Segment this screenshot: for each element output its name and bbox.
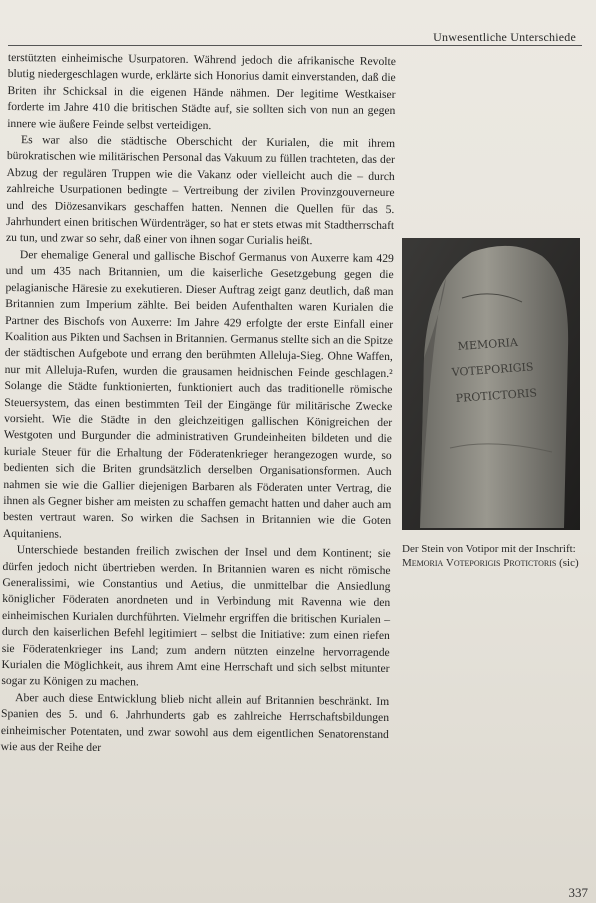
running-title: Unwesentliche Unterschiede: [433, 30, 576, 44]
page-number: 337: [568, 885, 588, 900]
votipor-stone-photo: [402, 238, 580, 530]
paragraph-4: Unterschiede bestanden freilich zwischen der Insel und dem Kontinent; sie dürfen jedoch nicht übertrieben werden. In Britannien waren es nicht römische Generalissimi, wie Constantius und Aetius, die unmittelbar die Ansiedlung königlicher Föderaten anordneten und in Verbindung mit Ravenna wie den einheimischen Kurialen durchführten. Vielmehr ergriffen die britischen Kurialen – durch den kaiserlichen Befehl legitimiert – selbst die Initiative: zum einen riefen sie Föderatenkrieger ins Land; zum andern nützten einzelne hervorragende Kurialen die Möglichkeit, aus ihrem Amt eine Herrschaft und sich selbst mitunter sogar zu Königen zu machen.: [1, 543, 391, 689]
inscription-line-3: PROTICTORIS: [455, 386, 538, 405]
paragraph-5: Aber auch diese Entwicklung blieb nicht allein auf Britannien beschränkt. Im Spanien des 5. und 6. Jahrhunderts gab es zahlreiche Herrschaftsbildungen einheimischer Potentaten, und zwar sowohl aus dem eigentlichen Senatorenstand wie aus der Reihe der: [0, 690, 390, 755]
paragraph-2: Es war also die städtische Oberschicht der Kurialen, die mit ihrem bürokratischen wie militärischen Personal das Vakuum zu füllen trachteten, das der Abzug der regulären Truppen wie die Vakanz oder vielleicht auch die – durch zahlreiche Usurpationen bedingte – Vertreibung der zivilen Provinzgouverneure und des Diözesanvikars geschaffen hatten. Nennen die Quellen für das 5. Jahrhundert einen britischen Würdenträger, so hat er stets etwas mit Stadtherrschaft zu tun, und zwar so sehr, daß einer von ihnen sogar Curialis heißt.: [5, 133, 396, 248]
figure-caption: [402, 542, 588, 570]
main-text-column: [1, 50, 396, 759]
caption-inscription: Memoria Voteporigis Protictoris: [402, 557, 557, 569]
paragraph-1: terstützten einheimische Usurpatoren. Während jedoch die afrikanische Revolte blutig niedergeschlagen wurde, erklärte sich Honorius damit einverstanden, daß die Briten ihr Schicksal in die eigenen Hände nähmen. Der legitime Westkaiser forderte im Jahre 410 die britischen Städte auf, sie sollten sich von nun an gegen innere wie äußere Feinde selbst verteidigen.: [7, 50, 396, 132]
header-rule: [8, 45, 582, 46]
inscription-line-1: MEMORIA: [457, 335, 519, 353]
caption-prefix: Der Stein von Votipor mit der Inschrift:: [402, 543, 576, 555]
inscription-line-2: VOTEPORIGIS: [451, 360, 534, 379]
caption-suffix: (sic): [556, 557, 579, 569]
paragraph-3: Der ehemalige General und gallische Bischof Germanus von Auxerre kam 429 und um 435 nach Britannien, um die kaiserliche Gesetzgebung gegen die pelagianische Häresie zu exekutieren. Dieser Auftrag zeigt ganz deutlich, daß man Britannien zum Imperium zählte. Bei beiden Aufenthalten waren Kurialen die Partner des Bischofs von Auxerre: Im Jahre 429 erfolgte der erste Einfall einer Koalition aus Pikten und Sachsen in Britannien. Germanus stellte sich an die Spitze der städtischen Aufgebote und errang den berühmten Alleluja-Sieg. Ohne Waffen, nur mit Alleluja-Rufen, wurden die grausamen heidnischen Feinde geschlagen.² Solange die Städte funktionierten, funktioniert auch das traditionelle römische Steuersystem, das einen bestimmten Teil der Eingänge für militärische Zwecke vorsieht. Wie die Städte in den gleichzeitigen gallischen Königreichen der Westgoten und Burgunder die administrativen Grundeinheiten bildeten und die kuriale Steuer für die Erhaltung der Föderatenkrieger herangezogen wurde, so bedienten sich die Briten grundsätzlich derselben Organisationsformen. Auch nahmen sie wie die Gallier diejenigen Barbaren als Föderaten unter Vertrag, die ihnen als Gegner bisher am meisten zu schaffen gemacht hatten und daher auch am besten vertraut waren. So wirken die Sachsen in Britannien wie die Goten Aquitaniens.: [2, 248, 394, 541]
stone-illustration: [402, 238, 580, 530]
